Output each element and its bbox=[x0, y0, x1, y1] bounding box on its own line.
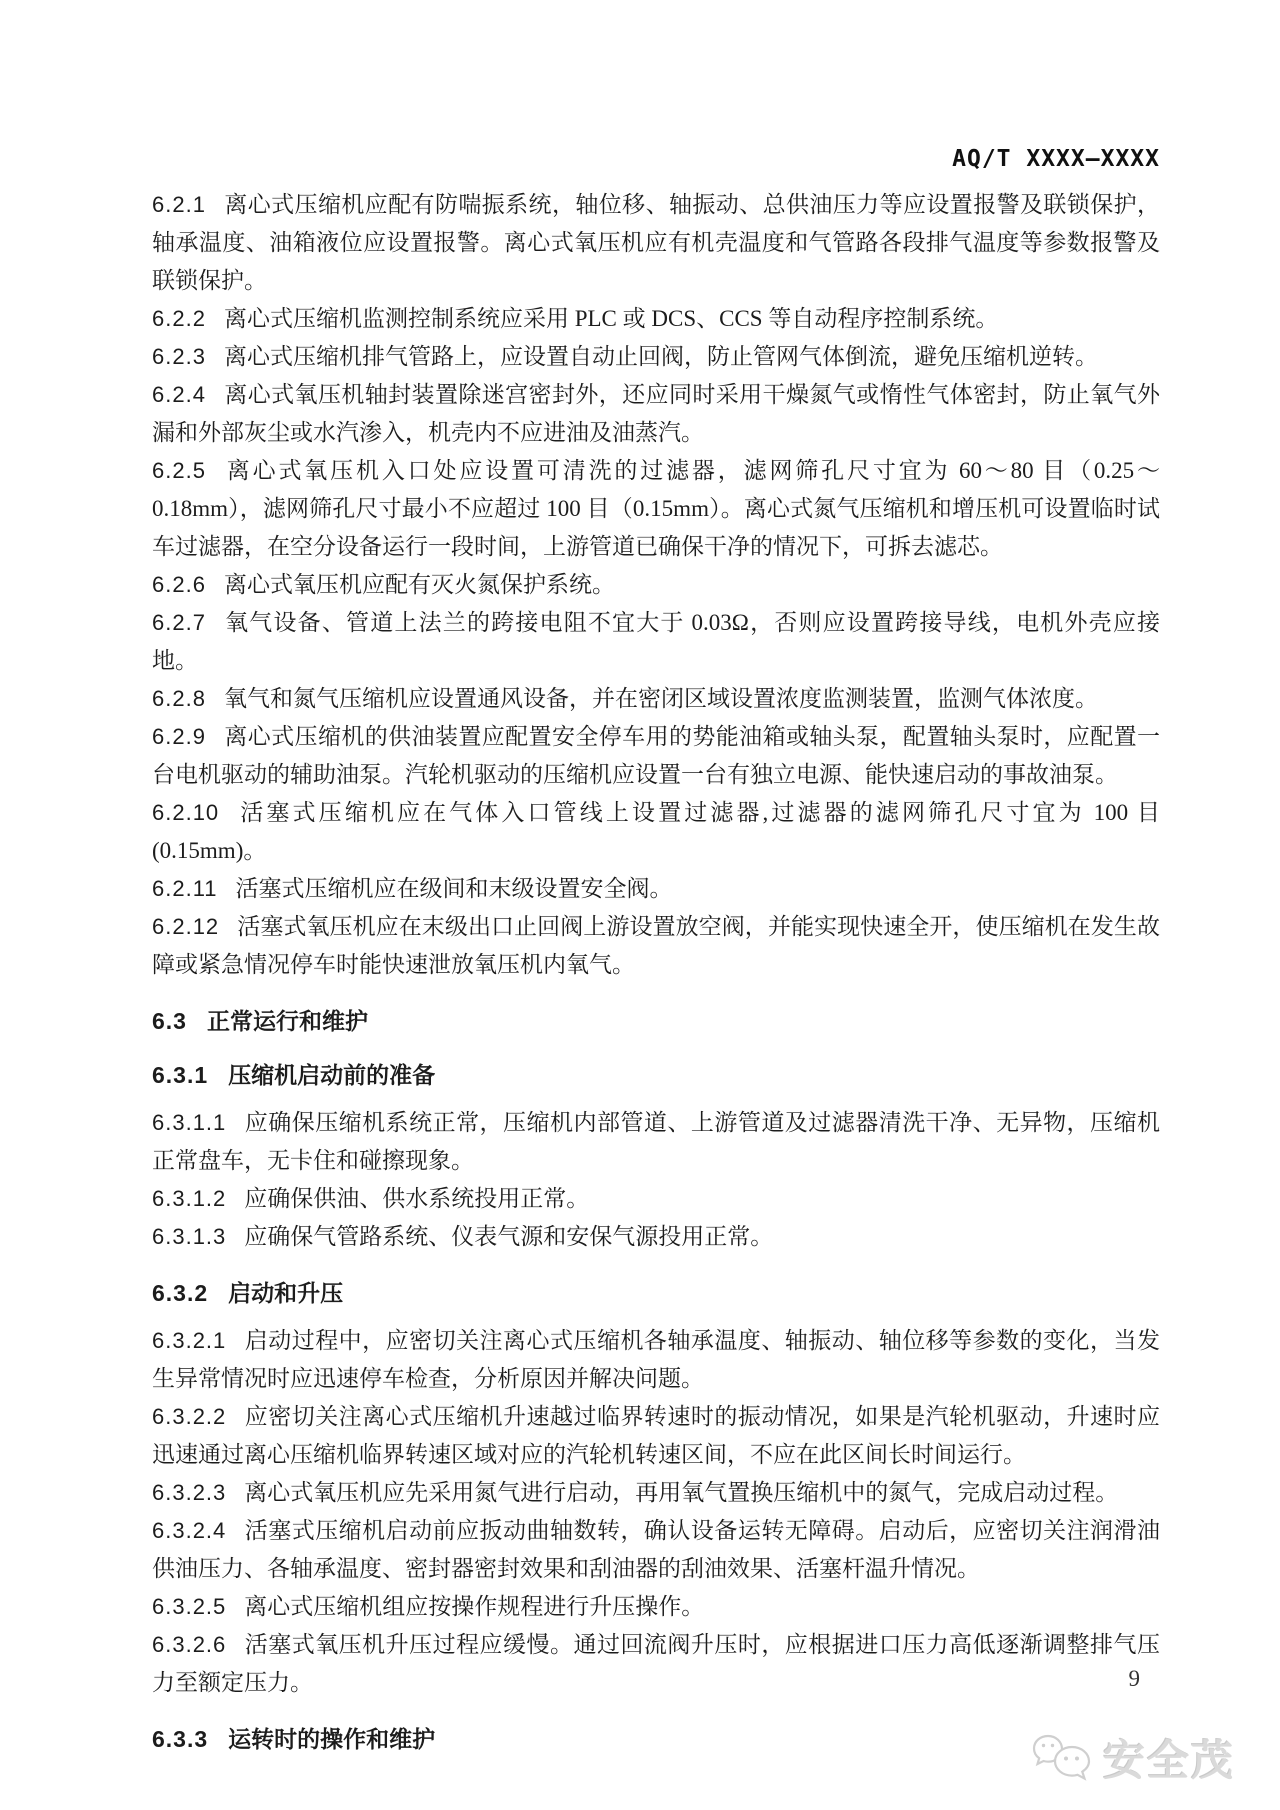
clause-paragraph bbox=[152, 1180, 1160, 1218]
clause-number: 6.3.1.3 bbox=[152, 1224, 227, 1249]
clause-paragraph bbox=[152, 376, 1160, 452]
document-body bbox=[152, 186, 1160, 1768]
section-number: 6.3 bbox=[152, 1008, 187, 1034]
clause-text: 活塞式氧压机应在末级出口止回阀上游设置放空阀，并能实现快速全开，使压缩机在发生故障或紧急情况停车时能快速泄放氧压机内氧气。 bbox=[152, 914, 1160, 977]
clause-text: 离心式氧压机入口处应设置可清洗的过滤器，滤网筛孔尺寸宜为 60～80 目（0.25～0.18mm），滤网筛孔尺寸最小不应超过 100 目（0.15mm）。离心式氮气压缩机和增压机可设置临时试车过滤器，在空分设备运行一段时间，上游管道已确保干净的情况下，可拆去滤芯。 bbox=[152, 458, 1160, 559]
clause-number: 6.3.2.1 bbox=[152, 1328, 227, 1353]
section-heading bbox=[152, 1276, 1160, 1310]
clause-paragraph bbox=[152, 566, 1160, 604]
section-heading bbox=[152, 1722, 1160, 1756]
clause-number: 6.2.10 bbox=[152, 800, 220, 825]
running-header: AQ/T XXXX—XXXX bbox=[952, 146, 1160, 172]
clause-text: 离心式压缩机排气管路上，应设置自动止回阀，防止管网气体倒流，避免压缩机逆转。 bbox=[223, 344, 1098, 369]
watermark bbox=[1031, 1728, 1235, 1788]
clause-paragraph bbox=[152, 338, 1160, 376]
clause-number: 6.3.2.4 bbox=[152, 1518, 227, 1543]
clause-number: 6.2.9 bbox=[152, 724, 206, 749]
clause-text: 离心式氧压机轴封装置除迷宫密封外，还应同时采用干燥氮气或惰性气体密封，防止氧气外漏和外部灰尘或水汽渗入，机壳内不应进油及油蒸汽。 bbox=[152, 382, 1160, 445]
clause-number: 6.2.12 bbox=[152, 914, 220, 939]
clause-text: 离心式压缩机的供油装置应配置安全停车用的势能油箱或轴头泵，配置轴头泵时，应配置一台电机驱动的辅助油泵。汽轮机驱动的压缩机应设置一台有独立电源、能快速启动的事故油泵。 bbox=[152, 724, 1160, 787]
clause-paragraph bbox=[152, 1588, 1160, 1626]
wechat-chat-bubbles-icon bbox=[1031, 1732, 1093, 1784]
clause-paragraph bbox=[152, 680, 1160, 718]
clause-text: 离心式压缩机应配有防喘振系统，轴位移、轴振动、总供油压力等应设置报警及联锁保护，轴承温度、油箱液位应设置报警。离心式氧压机应有机壳温度和气管路各段排气温度等参数报警及联锁保护。 bbox=[152, 192, 1160, 293]
clause-text: 应确保供油、供水系统投用正常。 bbox=[244, 1186, 590, 1211]
watermark-label: 安全茂 bbox=[1102, 1737, 1235, 1784]
clause-paragraph bbox=[152, 1322, 1160, 1398]
clause-paragraph bbox=[152, 1474, 1160, 1512]
clause-text: 应密切关注离心式压缩机升速越过临界转速时的振动情况，如果是汽轮机驱动，升速时应迅速通过离心压缩机临界转速区域对应的汽轮机转速区间，不应在此区间长时间运行。 bbox=[152, 1404, 1160, 1467]
clause-paragraph bbox=[152, 1398, 1160, 1474]
clause-text: 应确保气管路系统、仪表气源和安保气源投用正常。 bbox=[244, 1224, 774, 1249]
section-title: 正常运行和维护 bbox=[206, 1008, 368, 1034]
section-number: 6.3.2 bbox=[152, 1280, 209, 1306]
clause-number: 6.2.6 bbox=[152, 572, 206, 597]
section-heading bbox=[152, 1058, 1160, 1092]
clause-number: 6.3.1.2 bbox=[152, 1186, 227, 1211]
clause-paragraph bbox=[152, 604, 1160, 680]
clause-paragraph bbox=[152, 1104, 1160, 1180]
clause-text: 启动过程中，应密切关注离心式压缩机各轴承温度、轴振动、轴位移等参数的变化，当发生异常情况时应迅速停车检查，分析原因并解决问题。 bbox=[152, 1328, 1160, 1391]
clause-text: 活塞式压缩机启动前应扳动曲轴数转，确认设备运转无障碍。启动后，应密切关注润滑油供油压力、各轴承温度、密封器密封效果和刮油器的刮油效果、活塞杆温升情况。 bbox=[152, 1518, 1160, 1581]
section-title: 压缩机启动前的准备 bbox=[228, 1062, 436, 1088]
section-number: 6.3.1 bbox=[152, 1062, 209, 1088]
clause-number: 6.2.11 bbox=[152, 876, 218, 901]
clause-paragraph bbox=[152, 1218, 1160, 1256]
clause-paragraph bbox=[152, 1626, 1160, 1702]
clause-number: 6.2.8 bbox=[152, 686, 206, 711]
clause-number: 6.3.2.6 bbox=[152, 1632, 227, 1657]
clause-number: 6.2.2 bbox=[152, 306, 206, 331]
clause-text: 离心式压缩机监测控制系统应采用 PLC 或 DCS、CCS 等自动程序控制系统。 bbox=[223, 306, 999, 331]
page-number: 9 bbox=[1128, 1666, 1140, 1691]
clause-number: 6.2.3 bbox=[152, 344, 206, 369]
clause-text: 氧气和氮气压缩机应设置通风设备，并在密闭区域设置浓度监测装置，监测气体浓度。 bbox=[223, 686, 1098, 711]
clause-number: 6.3.2.5 bbox=[152, 1594, 227, 1619]
clause-paragraph bbox=[152, 908, 1160, 984]
clause-text: 活塞式压缩机应在级间和末级设置安全阀。 bbox=[235, 876, 673, 901]
section-number: 6.3.3 bbox=[152, 1726, 209, 1752]
clause-text: 应确保压缩机系统正常，压缩机内部管道、上游管道及过滤器清洗干净、无异物，压缩机正常盘车，无卡住和碰擦现象。 bbox=[152, 1110, 1160, 1173]
section-title: 启动和升压 bbox=[228, 1280, 344, 1306]
clause-number: 6.3.2.3 bbox=[152, 1480, 227, 1505]
clause-paragraph bbox=[152, 452, 1160, 566]
clause-number: 6.3.1.1 bbox=[152, 1110, 227, 1135]
clause-paragraph bbox=[152, 718, 1160, 794]
clause-paragraph bbox=[152, 1512, 1160, 1588]
clause-paragraph bbox=[152, 870, 1160, 908]
clause-text: 离心式氧压机应先采用氮气进行启动，再用氧气置换压缩机中的氮气，完成启动过程。 bbox=[244, 1480, 1119, 1505]
clause-text: 离心式氧压机应配有灭火氮保护系统。 bbox=[223, 572, 615, 597]
clause-paragraph bbox=[152, 300, 1160, 338]
clause-number: 6.2.7 bbox=[152, 610, 206, 635]
section-heading bbox=[152, 1004, 1160, 1038]
clause-number: 6.3.2.2 bbox=[152, 1404, 227, 1429]
clause-paragraph bbox=[152, 186, 1160, 300]
section-title: 运转时的操作和维护 bbox=[228, 1726, 436, 1752]
clause-text: 活塞式压缩机应在气体入口管线上设置过滤器,过滤器的滤网筛孔尺寸宜为 100 目(0.15mm)。 bbox=[152, 800, 1160, 863]
clause-text: 离心式压缩机组应按操作规程进行升压操作。 bbox=[244, 1594, 705, 1619]
clause-paragraph bbox=[152, 794, 1160, 870]
clause-text: 氧气设备、管道上法兰的跨接电阻不宜大于 0.03Ω，否则应设置跨接导线，电机外壳应接地。 bbox=[152, 610, 1160, 673]
clause-number: 6.2.5 bbox=[152, 458, 206, 483]
clause-number: 6.2.4 bbox=[152, 382, 206, 407]
clause-number: 6.2.1 bbox=[152, 192, 206, 217]
clause-text: 活塞式氧压机升压过程应缓慢。通过回流阀升压时，应根据进口压力高低逐渐调整排气压力至额定压力。 bbox=[152, 1632, 1160, 1695]
